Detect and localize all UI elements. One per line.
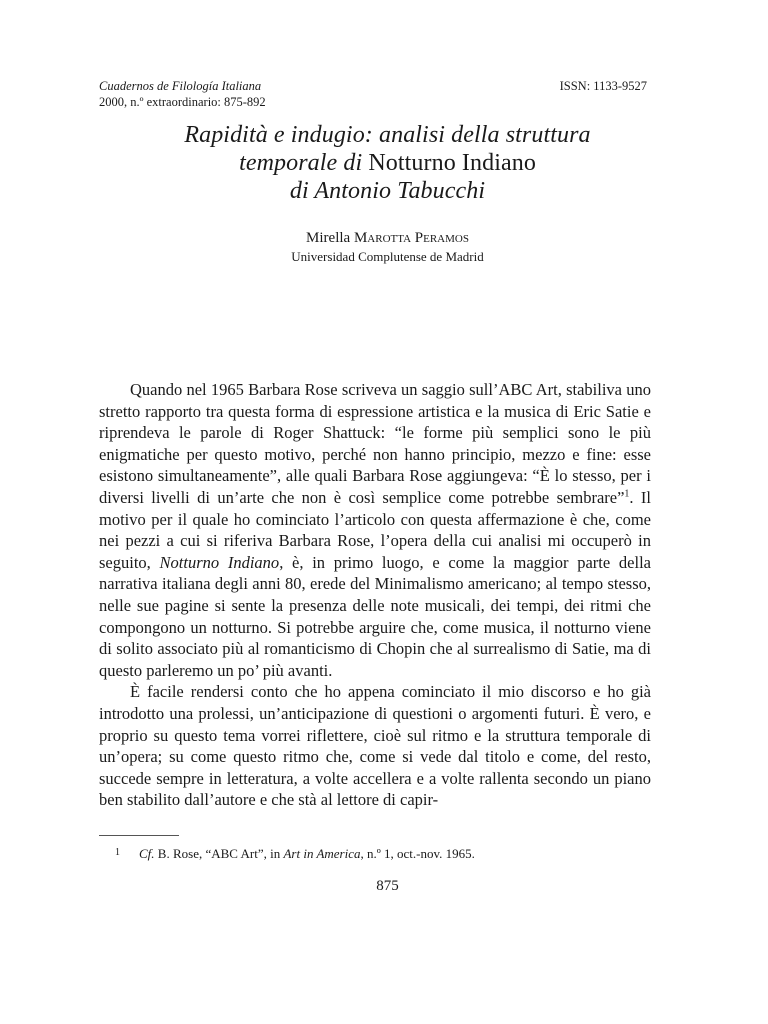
work-title-reference: Notturno Indiano xyxy=(159,552,280,572)
article-body xyxy=(99,379,651,811)
footnote-divider xyxy=(99,835,179,836)
paragraph-2: È facile rendersi conto che ho appena cominciato il mio discorso e ho già introdotto una prolessi, un’anticipazione di questioni o argomenti futuri. È vero, e proprio su questo tema vorrei riflettere, cioè sul ritmo e la struttura temporale di un’opera; su come questo ritmo che, come si vede dal titolo e come, del resto, succede sempre in letteratura, a volte accellera e a volte rallenta secondo un piano ben stabilito dall’autore e che stà al lettore di capir- xyxy=(99,682,651,810)
footnote xyxy=(115,846,475,862)
footnote-reference: 1 xyxy=(624,488,630,500)
title-line-3: di Antonio Tabucchi xyxy=(289,178,486,204)
issn-number: ISSN: 1133-9527 xyxy=(559,79,647,93)
journal-name: Cuadernos de Filología Italiana xyxy=(99,79,262,93)
footnote-source: Art in America xyxy=(283,846,361,861)
footnote-mark: 1 xyxy=(115,847,120,858)
footnote-text-b: , n.º 1, oct.-nov. 1965. xyxy=(360,846,475,861)
title-line-2 xyxy=(95,149,680,177)
author-first-name: Mirella xyxy=(306,230,351,246)
page-number: 875 xyxy=(376,878,399,894)
title-line-1: Rapidità e indugio: analisi della struttura xyxy=(184,122,591,148)
author-name xyxy=(95,229,680,247)
author-surname: Marotta Peramos xyxy=(353,230,469,246)
paragraph-1-part-c: , è, in primo luogo, e come la maggior parte della narrativa italiana degli anni 80, erede del Minimalismo americano; al tempo stesso, nelle sue pagine si sente la presenza delle note musicali, dei tempi, dei ritmi che compongono un notturno. Si potrebbe arguire che, come musica, il notturno viene di solito associato più al romanticismo di Chopin che al surrealismo di Satie, ma di questo parleremo un po’ più avanti. xyxy=(99,552,651,680)
journal-issue: 2000, n.º extraordinario: 875-892 xyxy=(99,95,266,109)
paragraph-1-part-b: . Il motivo per il quale ho cominciato l’articolo con questa affermazione è che, come nei pezzi a cui si riferiva Barbara Rose, l’opera della cui analisi mi occuperò in seguito, xyxy=(99,487,651,572)
footnote-cf: Cf. xyxy=(139,846,155,861)
author-affiliation: Universidad Complutense de Madrid xyxy=(291,249,484,264)
title-line-2-italic: temporale di xyxy=(239,150,363,176)
paragraph-1-part-a: Quando nel 1965 Barbara Rose scriveva un saggio sull’ABC Art, stabiliva uno stretto rapporto tra questa forma di espressione artistica e la musica di Eric Satie e riprendeva le parole di Roger Shattuck: “le forme più semplici sono le più enigmatiche per questo motivo, perché non hanno principio, mezzo e fine: esse esistono simultaneamente”, alle quali Barbara Rose aggiungeva: “È lo stesso, per i diversi livelli di un’arte che non è così semplice come potrebbe sembrare” xyxy=(99,380,651,507)
article-title xyxy=(95,121,680,205)
title-work-name: Notturno Indiano xyxy=(368,150,536,176)
footnote-text-a: B. Rose, “ABC Art”, in xyxy=(154,846,284,861)
paragraph-1 xyxy=(99,379,651,681)
